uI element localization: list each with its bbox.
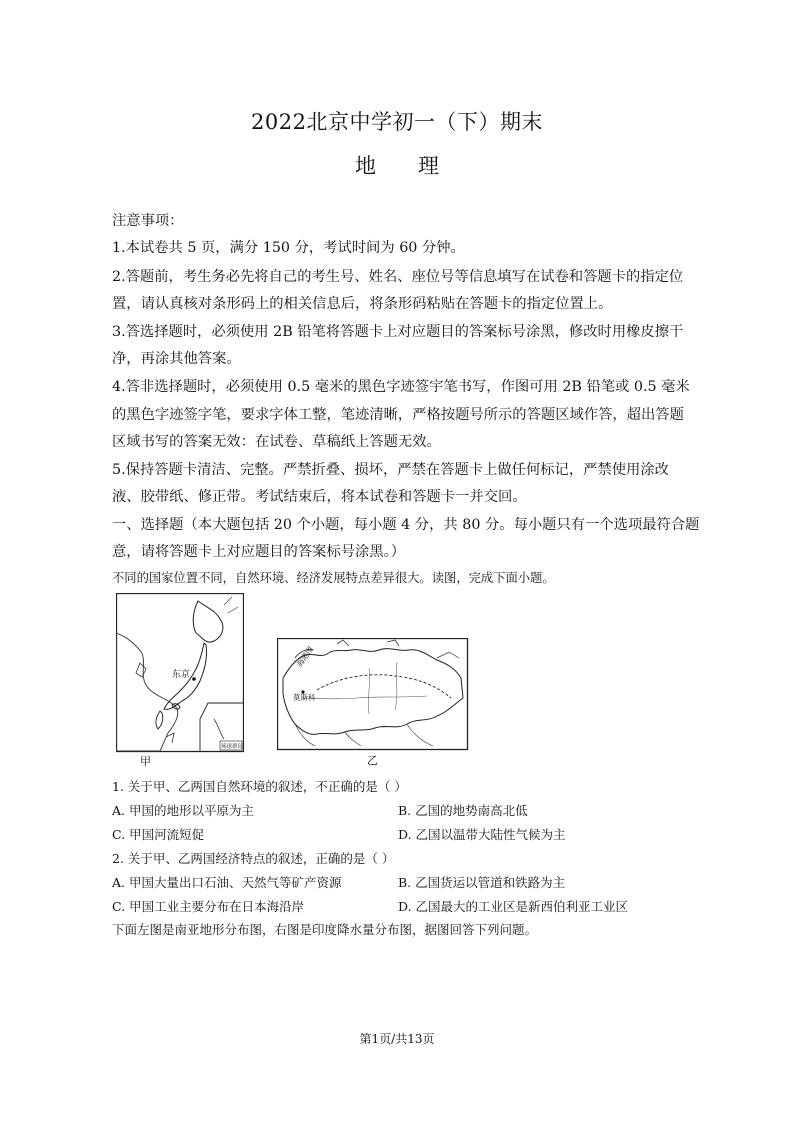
notice-heading: 注意事项： — [112, 213, 184, 229]
question-2-option-c: C. 甲国工业主要分布在日本海沿岸 — [112, 899, 305, 914]
question-1-option-d: D. 乙国以温带大陆性气候为主 — [398, 827, 566, 842]
notice-line: 液、胶带纸、修正带。考试结束后，将本试卷和答题卡一并交回。 — [112, 489, 527, 505]
page-number: 第1页/共13页 — [359, 1032, 435, 1046]
map-caption-left: 甲 — [140, 755, 151, 768]
section-heading-cont: 意，请将答题卡上对应题目的答案标号涂黑。） — [112, 544, 406, 560]
subject-char-1: 地 — [355, 154, 376, 178]
map-label-tokyo: 东京 — [172, 670, 191, 680]
subject-title — [0, 150, 794, 180]
map-label-port: 海港图 — [294, 644, 316, 669]
map-label-ryukyu: 琉球群岛 — [221, 744, 244, 750]
map-caption-right: 乙 — [367, 754, 378, 767]
question-1-option-a: A. 甲国的地形以平原为主 — [112, 803, 254, 818]
notice-line: 净，再涂其他答案。 — [112, 351, 241, 367]
notice-line: 1.本试卷共 5 页，满分 150 分，考试时间为 60 分钟。 — [112, 240, 465, 256]
question-1-option-b: B. 乙国的地势南高北低 — [398, 803, 528, 818]
russia-map — [277, 638, 469, 770]
notice-line: 区域书写的答案无效：在试卷、草稿纸上答题无效。 — [112, 434, 441, 450]
question-2-option-b: B. 乙国货运以管道和铁路为主 — [398, 875, 566, 890]
question-group-intro: 不同的国家位置不同，自然环境、经济发展特点差异很大。读图，完成下面小题。 — [112, 571, 555, 585]
japan-map — [116, 593, 244, 768]
notice-line: 置，请认真核对条形码上的相关信息后，将条形码粘贴在答题卡的指定位置上。 — [112, 296, 613, 312]
next-question-intro: 下面左图是南亚地形分布图，右图是印度降水量分布图，据图回答下列问题。 — [112, 922, 538, 937]
notice-line: 的黑色字迹签字笔，要求字体工整，笔迹清晰，严格按题号所示的答题区域作答，超出答题 — [112, 407, 684, 423]
question-2-stem: 2. 关于甲、乙两国经济特点的叙述，正确的是（ ） — [112, 851, 395, 866]
section-heading: 一、选择题（本大题包括 20 个小题，每小题 4 分，共 80 分。每小题只有一个选项最符合题 — [112, 517, 700, 533]
question-2-option-a: A. 甲国大量出口石油、天然气等矿产资源 — [112, 875, 342, 890]
map-label-moscow: 莫斯科 — [293, 693, 316, 702]
question-1-stem: 1. 关于甲、乙两国自然环境的叙述，不正确的是（ ） — [112, 779, 407, 794]
notice-line: 2.答题前，考生务必先将自己的考生号、姓名、座位号等信息填写在试卷和答题卡的指定位 — [112, 269, 684, 285]
notice-line: 5.保持答题卡清洁、完整。严禁折叠、损坏，严禁在答题卡上做任何标记，严禁使用涂改 — [112, 462, 669, 478]
subject-char-2: 理 — [418, 154, 439, 178]
page-title: 2022北京中学初一（下）期末 — [251, 110, 543, 134]
notice-line: 3.答选择题时，必须使用 2B 铅笔将答题卡上对应题目的答案标号涂黑，修改时用橡皮擦干 — [112, 324, 684, 340]
question-2-option-d: D. 乙国最大的工业区是新西伯利亚工业区 — [398, 899, 629, 914]
question-1-option-c: C. 甲国河流短促 — [112, 827, 205, 842]
notice-line: 4.答非选择题时，必须使用 0.5 毫米的黑色字迹签宇笔书写，作图可用 2B 铅笔或 0.5 毫米 — [112, 379, 690, 395]
